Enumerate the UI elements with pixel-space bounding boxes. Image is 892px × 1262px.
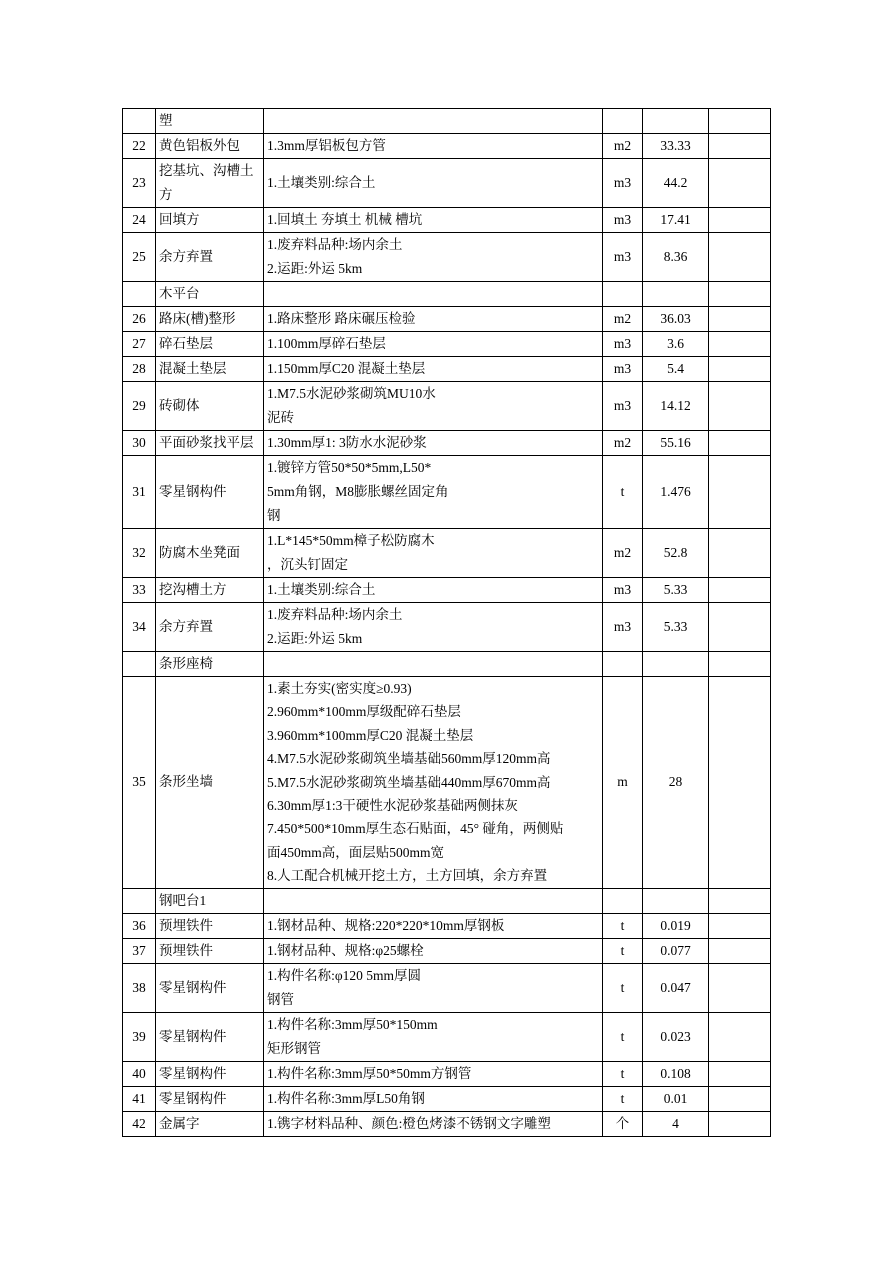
item-name-cell: 挖基坑、沟槽土方 xyxy=(156,159,264,208)
item-features-cell xyxy=(264,913,603,938)
table-row xyxy=(123,307,771,332)
unit-cell: m3 xyxy=(603,382,643,431)
unit-cell: m3 xyxy=(603,357,643,382)
item-features-cell xyxy=(264,529,603,578)
feature-line: 钢 xyxy=(267,508,281,523)
item-name-cell: 零星钢构件 xyxy=(156,1061,264,1086)
quantity-cell: 44.2 xyxy=(643,159,709,208)
quantity-cell: 0.108 xyxy=(643,1061,709,1086)
table-row xyxy=(123,208,771,233)
item-number-cell: 23 xyxy=(123,159,156,208)
quantity-cell: 36.03 xyxy=(643,307,709,332)
item-features-cell xyxy=(264,578,603,603)
unit-cell: m3 xyxy=(603,233,643,282)
remark-cell xyxy=(709,208,771,233)
item-number-cell: 28 xyxy=(123,357,156,382)
remark-cell xyxy=(709,888,771,913)
table-row xyxy=(123,529,771,578)
item-number-cell xyxy=(123,888,156,913)
item-number-cell: 22 xyxy=(123,134,156,159)
item-name-cell: 预埋铁件 xyxy=(156,913,264,938)
item-name-cell: 混凝土垫层 xyxy=(156,357,264,382)
unit-cell: m2 xyxy=(603,431,643,456)
item-features-cell xyxy=(264,888,603,913)
item-features-cell xyxy=(264,109,603,134)
table-body xyxy=(123,109,771,1137)
item-number-cell: 37 xyxy=(123,938,156,963)
table-row xyxy=(123,357,771,382)
unit-cell: m3 xyxy=(603,332,643,357)
section-header-row xyxy=(123,888,771,913)
unit-cell: t xyxy=(603,1061,643,1086)
quantity-cell: 0.047 xyxy=(643,963,709,1012)
item-features-cell xyxy=(264,332,603,357)
item-features-cell xyxy=(264,208,603,233)
feature-line: 1.100mm厚碎石垫层 xyxy=(267,336,386,351)
feature-line: 1.镌字材料品种、颜色:橙色烤漆不锈钢文字雕塑 xyxy=(267,1115,551,1131)
feature-line: 3.960mm*100mm厚C20 混凝土垫层 xyxy=(267,727,474,743)
feature-line: 7.450*500*10mm厚生态石贴面，45° 碰角，两侧贴 xyxy=(267,821,564,837)
remark-cell xyxy=(709,652,771,677)
quantity-cell xyxy=(643,652,709,677)
item-features-cell xyxy=(264,307,603,332)
item-name-cell: 余方弃置 xyxy=(156,233,264,282)
table-row xyxy=(123,159,771,208)
quantity-cell: 33.33 xyxy=(643,134,709,159)
remark-cell xyxy=(709,578,771,603)
item-features-cell xyxy=(264,382,603,431)
unit-cell: t xyxy=(603,1086,643,1111)
item-features-cell xyxy=(264,159,603,208)
table-row xyxy=(123,233,771,282)
item-number-cell: 30 xyxy=(123,431,156,456)
remark-cell xyxy=(709,1086,771,1111)
remark-cell xyxy=(709,603,771,652)
unit-cell: 个 xyxy=(603,1111,643,1136)
item-name-cell: 零星钢构件 xyxy=(156,963,264,1012)
item-features-cell xyxy=(264,233,603,282)
item-features-cell xyxy=(264,677,603,889)
item-features-cell xyxy=(264,963,603,1012)
feature-line: 矩形钢管 xyxy=(267,1040,321,1056)
remark-cell xyxy=(709,357,771,382)
unit-cell: t xyxy=(603,1012,643,1061)
item-features-cell xyxy=(264,938,603,963)
unit-cell: m2 xyxy=(603,134,643,159)
item-number-cell: 38 xyxy=(123,963,156,1012)
item-name-cell: 零星钢构件 xyxy=(156,1012,264,1061)
quantity-cell: 0.077 xyxy=(643,938,709,963)
quantity-cell: 3.6 xyxy=(643,332,709,357)
item-number-cell: 35 xyxy=(123,677,156,889)
item-name-cell: 预埋铁件 xyxy=(156,938,264,963)
remark-cell xyxy=(709,159,771,208)
item-number-cell xyxy=(123,109,156,134)
item-number-cell xyxy=(123,282,156,307)
remark-cell xyxy=(709,109,771,134)
feature-line: 面450mm高，面层贴500mm宽 xyxy=(267,844,445,860)
item-number-cell: 41 xyxy=(123,1086,156,1111)
feature-line: 1.钢材品种、规格:220*220*10mm厚钢板 xyxy=(267,917,505,933)
table-row xyxy=(123,1086,771,1111)
item-number-cell: 24 xyxy=(123,208,156,233)
quantity-cell: 5.4 xyxy=(643,357,709,382)
item-number-cell: 32 xyxy=(123,529,156,578)
unit-cell: t xyxy=(603,938,643,963)
remark-cell xyxy=(709,282,771,307)
quantity-cell: 0.023 xyxy=(643,1012,709,1061)
table-row xyxy=(123,938,771,963)
section-title-cell: 木平台 xyxy=(156,282,264,307)
section-header-row xyxy=(123,109,771,134)
feature-line: 1.素土夯实(密实度≥0.93) xyxy=(267,681,412,696)
item-number-cell: 31 xyxy=(123,456,156,529)
quantity-cell: 8.36 xyxy=(643,233,709,282)
quantity-cell: 17.41 xyxy=(643,208,709,233)
item-name-cell: 零星钢构件 xyxy=(156,1086,264,1111)
feature-line: 4.M7.5水泥砂浆砌筑坐墙基础560mm厚120mm高 xyxy=(267,751,551,767)
item-features-cell xyxy=(264,431,603,456)
feature-line: 1.构件名称:3mm厚50*50mm方钢管 xyxy=(267,1065,472,1081)
remark-cell xyxy=(709,963,771,1012)
item-features-cell xyxy=(264,134,603,159)
item-features-cell xyxy=(264,1012,603,1061)
unit-cell xyxy=(603,652,643,677)
remark-cell xyxy=(709,1012,771,1061)
item-number-cell: 33 xyxy=(123,578,156,603)
table-row xyxy=(123,578,771,603)
item-features-cell xyxy=(264,1086,603,1111)
feature-line: 1.构件名称:φ120 5mm厚圆 xyxy=(267,967,422,983)
remark-cell xyxy=(709,1111,771,1136)
table-row xyxy=(123,677,771,889)
quantity-cell: 55.16 xyxy=(643,431,709,456)
item-name-cell: 金属字 xyxy=(156,1111,264,1136)
unit-cell xyxy=(603,282,643,307)
section-title-cell: 钢吧台1 xyxy=(156,888,264,913)
remark-cell xyxy=(709,677,771,889)
quantity-cell: 28 xyxy=(643,677,709,889)
remark-cell xyxy=(709,529,771,578)
feature-line: 1.钢材品种、规格:φ25螺栓 xyxy=(267,942,424,958)
feature-line: 5mm角钢，M8膨胀螺丝固定角 xyxy=(267,484,449,499)
table-row xyxy=(123,382,771,431)
feature-line: 钢管 xyxy=(267,991,294,1007)
item-name-cell: 防腐木坐凳面 xyxy=(156,529,264,578)
item-number-cell: 25 xyxy=(123,233,156,282)
remark-cell xyxy=(709,233,771,282)
feature-line: 1.土壤类别:综合土 xyxy=(267,175,376,190)
quantity-cell: 1.476 xyxy=(643,456,709,529)
item-number-cell xyxy=(123,652,156,677)
remark-cell xyxy=(709,938,771,963)
remark-cell xyxy=(709,382,771,431)
quantity-cell: 5.33 xyxy=(643,578,709,603)
remark-cell xyxy=(709,307,771,332)
item-name-cell: 砖砌体 xyxy=(156,382,264,431)
feature-line: ，沉头钉固定 xyxy=(267,557,348,572)
table-row xyxy=(123,1061,771,1086)
item-number-cell: 42 xyxy=(123,1111,156,1136)
item-name-cell: 挖沟槽土方 xyxy=(156,578,264,603)
feature-line: 2.运距:外运 5km xyxy=(267,631,363,646)
remark-cell xyxy=(709,134,771,159)
item-name-cell: 碎石垫层 xyxy=(156,332,264,357)
unit-cell: m xyxy=(603,677,643,889)
section-title-cell: 条形座椅 xyxy=(156,652,264,677)
unit-cell xyxy=(603,109,643,134)
feature-line: 泥砖 xyxy=(267,410,294,425)
table-row xyxy=(123,1111,771,1136)
feature-line: 6.30mm厚1:3干硬性水泥砂浆基础两侧抹灰 xyxy=(267,798,518,814)
item-features-cell xyxy=(264,357,603,382)
remark-cell xyxy=(709,431,771,456)
unit-cell: m3 xyxy=(603,208,643,233)
unit-cell: m3 xyxy=(603,603,643,652)
unit-cell: t xyxy=(603,913,643,938)
table-row xyxy=(123,456,771,529)
item-features-cell xyxy=(264,282,603,307)
quantity-cell: 0.01 xyxy=(643,1086,709,1111)
feature-line: 1.30mm厚1: 3防水水泥砂浆 xyxy=(267,435,427,450)
quantity-cell: 14.12 xyxy=(643,382,709,431)
quantity-cell: 52.8 xyxy=(643,529,709,578)
quantity-cell xyxy=(643,282,709,307)
feature-line: 1.土壤类别:综合土 xyxy=(267,582,376,597)
section-title-cell: 塑 xyxy=(156,109,264,134)
quantity-cell: 0.019 xyxy=(643,913,709,938)
remark-cell xyxy=(709,332,771,357)
item-number-cell: 27 xyxy=(123,332,156,357)
item-name-cell: 路床(槽)整形 xyxy=(156,307,264,332)
table-row xyxy=(123,1012,771,1061)
unit-cell xyxy=(603,888,643,913)
table-row xyxy=(123,332,771,357)
table-row xyxy=(123,431,771,456)
item-name-cell: 黄色铝板外包 xyxy=(156,134,264,159)
feature-line: 2.960mm*100mm厚级配碎石垫层 xyxy=(267,704,461,720)
unit-cell: t xyxy=(603,963,643,1012)
item-number-cell: 40 xyxy=(123,1061,156,1086)
feature-line: 8.人工配合机械开挖土方，土方回填，余方弃置 xyxy=(267,868,548,884)
item-number-cell: 39 xyxy=(123,1012,156,1061)
remark-cell xyxy=(709,1061,771,1086)
table-row xyxy=(123,603,771,652)
feature-line: 1.构件名称:3mm厚L50角钢 xyxy=(267,1090,425,1106)
table-row xyxy=(123,913,771,938)
remark-cell xyxy=(709,456,771,529)
item-number-cell: 36 xyxy=(123,913,156,938)
quantity-cell: 5.33 xyxy=(643,603,709,652)
remark-cell xyxy=(709,913,771,938)
item-number-cell: 34 xyxy=(123,603,156,652)
item-features-cell xyxy=(264,1061,603,1086)
item-name-cell: 条形坐墙 xyxy=(156,677,264,889)
unit-cell: m3 xyxy=(603,578,643,603)
feature-line: 5.M7.5水泥砂浆砌筑坐墙基础440mm厚670mm高 xyxy=(267,774,551,790)
feature-line: 1.废弃料品种:场内余土 xyxy=(267,607,403,622)
item-features-cell xyxy=(264,1111,603,1136)
item-name-cell: 零星钢构件 xyxy=(156,456,264,529)
item-name-cell: 回填方 xyxy=(156,208,264,233)
table-row xyxy=(123,963,771,1012)
unit-cell: m2 xyxy=(603,529,643,578)
feature-line: 1.构件名称:3mm厚50*150mm xyxy=(267,1016,438,1032)
feature-line: 1.废弃料品种:场内余土 xyxy=(267,237,403,252)
item-name-cell: 平面砂浆找平层 xyxy=(156,431,264,456)
item-features-cell xyxy=(264,456,603,529)
unit-cell: t xyxy=(603,456,643,529)
quantity-cell xyxy=(643,109,709,134)
feature-line: 1.3mm厚铝板包方管 xyxy=(267,138,386,153)
feature-line: 1.150mm厚C20 混凝土垫层 xyxy=(267,361,426,376)
quantity-cell xyxy=(643,888,709,913)
bill-of-quantities-table xyxy=(122,108,771,1137)
item-number-cell: 26 xyxy=(123,307,156,332)
feature-line: 1.路床整形 路床碾压检验 xyxy=(267,311,416,326)
unit-cell: m3 xyxy=(603,159,643,208)
section-header-row xyxy=(123,282,771,307)
feature-line: 2.运距:外运 5km xyxy=(267,261,363,276)
feature-line: 1.镀锌方管50*50*5mm,L50* xyxy=(267,460,432,475)
table-row xyxy=(123,134,771,159)
feature-line: 1.回填土 夯填土 机械 槽坑 xyxy=(267,212,423,227)
item-features-cell xyxy=(264,652,603,677)
quantity-cell: 4 xyxy=(643,1111,709,1136)
unit-cell: m2 xyxy=(603,307,643,332)
item-number-cell: 29 xyxy=(123,382,156,431)
section-header-row xyxy=(123,652,771,677)
item-features-cell xyxy=(264,603,603,652)
item-name-cell: 余方弃置 xyxy=(156,603,264,652)
feature-line: 1.L*145*50mm樟子松防腐木 xyxy=(267,533,435,548)
feature-line: 1.M7.5水泥砂浆砌筑MU10水 xyxy=(267,386,436,401)
